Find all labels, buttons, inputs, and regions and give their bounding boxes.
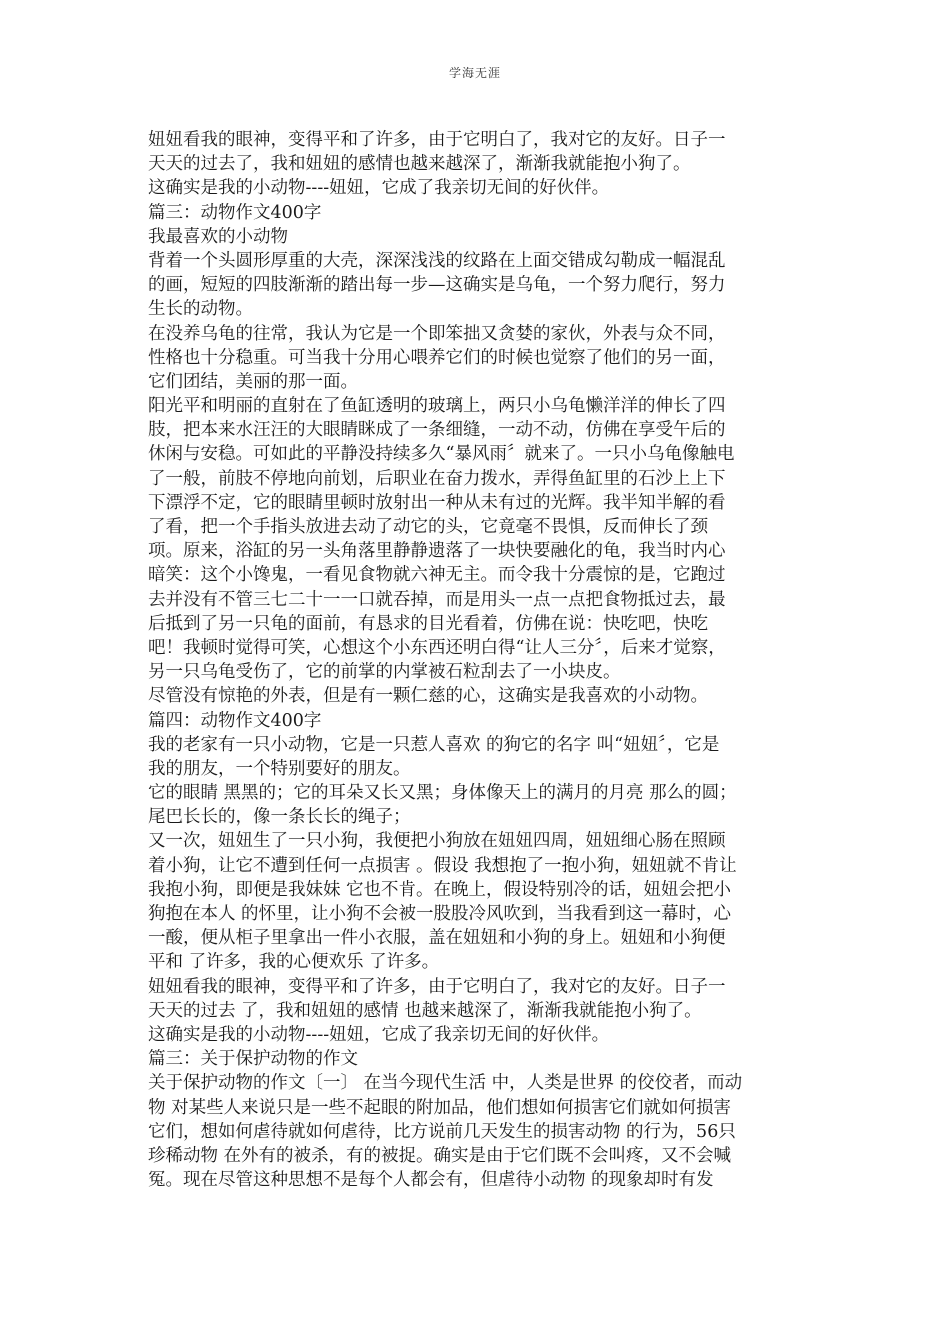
text-line: 它们团结，美丽的那一面。 bbox=[148, 371, 358, 392]
text-line: 尾巴长长的，像一条长长的绳子； bbox=[148, 807, 411, 828]
page-header: 学海无涯 bbox=[448, 66, 501, 80]
document-body bbox=[148, 128, 798, 1192]
text-line: 珍稀动物 在外有的被杀，有的被捉。确实是由于它们既不会叫疼，又不会喊 bbox=[148, 1145, 732, 1166]
text-line: 妞妞看我的眼神，变得平和了许多，由于它明白了，我对它的友好。日子一 bbox=[148, 130, 726, 150]
text-line: 阳光平和明丽的直射在了鱼缸透明的玻璃上，两只小乌龟懒洋洋的伸长了四 bbox=[148, 396, 726, 417]
text-line: 后抵到了另一只龟的面前，有恳求的目光看着，仿佛在说：快吃吧，快吃 bbox=[148, 613, 708, 634]
section-heading: 篇三：动物作文400字 bbox=[148, 202, 322, 223]
text-line: 在没养乌龟的往常，我认为它是一个即笨拙又贪婪的家伙，外表与众不同， bbox=[148, 323, 726, 344]
text-line: 天天的过去了，我和妞妞的感情也越来越深了，渐渐我就能抱小狗了。 bbox=[148, 154, 691, 175]
text-line: 狗抱在本人 的怀里，让小狗不会被一股股冷风吹到，当我看到这一幕时，心 bbox=[148, 904, 732, 924]
section-heading: 篇四：动物作文400字 bbox=[148, 710, 322, 731]
text-line: 休闲与安稳。可如此的平静没持续多久“暴风雨〞就来了。一只小乌龟像触电 bbox=[148, 444, 735, 465]
text-line: 这确实是我的小动物----妞妞，它成了我亲切无间的好伙伴。 bbox=[148, 178, 610, 199]
text-line: 物 对某些人来说只是一些不起眼的附加品，他们想如何损害它们就如何损害 bbox=[148, 1097, 732, 1118]
text-line: 了一般，前肢不停地向前划，后职业在奋力拨水，弄得鱼缸里的石沙上上下 bbox=[148, 468, 726, 489]
text-line: 关于保护动物的作文〔一〕 在当今现代生活 中，人类是世界 的佼佼者，而动 bbox=[148, 1073, 743, 1094]
section-heading: 篇三：关于保护动物的作文 bbox=[148, 1049, 358, 1070]
text-line: 又一次，妞妞生了一只小狗，我便把小狗放在妞妞四周，妞妞细心肠在照顾 bbox=[148, 831, 726, 852]
text-line: 了看，把一个手指头放进去动了动它的头，它竟毫不畏惧，反而伸长了颈 bbox=[148, 517, 708, 537]
text-line: 性格也十分稳重。可当我十分用心喂养它们的时候也觉察了他们的另一面， bbox=[148, 347, 726, 368]
text-line: 我的老家有一只小动物，它是一只惹人喜欢 的狗它的名字 叫“妞妞〞，它是 bbox=[148, 734, 720, 755]
text-line: 另一只乌龟受伤了，它的前掌的内掌被石粒刮去了一小块皮。 bbox=[148, 662, 621, 683]
text-line: 的画，短短的四肢渐渐的踏出每一步—这确实是乌龟，一个努力爬行，努力 bbox=[148, 275, 726, 296]
text-line: 生长的动物。 bbox=[148, 299, 253, 320]
text-line: 冤。现在尽管这种思想不是每个人都会有，但虐待小动物 的现象却时有发 bbox=[148, 1170, 714, 1191]
text-line: 天天的过去 了，我和妞妞的感情 也越来越深了，渐渐我就能抱小狗了。 bbox=[148, 1000, 702, 1021]
essay-title: 我最喜欢的小动物 bbox=[148, 226, 288, 247]
text-line: 平和 了许多，我的心便欢乐 了许多。 bbox=[148, 952, 440, 973]
text-line: 着小狗，让它不遭到任何一点损害 。假设 我想抱了一抱小狗，妞妞就不肯让 bbox=[148, 855, 737, 876]
text-line: 肢，把本来水汪汪的大眼睛眯成了一条细缝，一动不动，仿佛在享受午后的 bbox=[148, 420, 726, 441]
text-line: 它们，想如何虐待就如何虐待，比方说前几天发生的损害动物 的行为，56只 bbox=[148, 1121, 736, 1142]
text-line: 项。原来，浴缸的另一头角落里静静遗落了一块快要融化的龟，我当时内心 bbox=[148, 541, 726, 562]
text-line: 暗笑：这个小馋鬼，一看见食物就六神无主。而令我十分震惊的是，它跑过 bbox=[148, 565, 726, 586]
text-line: 一酸，便从柜子里拿出一件小衣服，盖在妞妞和小狗的身上。妞妞和小狗便 bbox=[148, 928, 726, 949]
text-line: 尽管没有惊艳的外表，但是有一颗仁慈的心，这确实是我喜欢的小动物。 bbox=[148, 686, 708, 707]
text-line: 下漂浮不定，它的眼睛里顿时放射出一种从未有过的光辉。我半知半解的看 bbox=[148, 492, 726, 513]
text-line: 妞妞看我的眼神，变得平和了许多，由于它明白了，我对它的友好。日子一 bbox=[148, 976, 726, 997]
text-line: 我的朋友，一个特别要好的朋友。 bbox=[148, 758, 411, 779]
text-line: 去并没有不管三七二十一一口就吞掉，而是用头一点一点把食物抵过去，最 bbox=[148, 589, 726, 610]
text-line: 这确实是我的小动物----妞妞，它成了我亲切无间的好伙伴。 bbox=[148, 1024, 610, 1045]
text-line: 背着一个头圆形厚重的大壳，深深浅浅的纹路在上面交错成勾勒成一幅混乱 bbox=[148, 250, 726, 271]
text-line: 我抱小狗，即便是我妹妹 它也不肯。在晚上，假设特别冷的话，妞妞会把小 bbox=[148, 879, 732, 900]
text-line: 吧！我顿时觉得可笑，心想这个小东西还明白得“让人三分〞，后来才觉察， bbox=[148, 637, 726, 658]
text-line: 它的眼睛 黑黑的；它的耳朵又长又黑；身体像天上的满月的月亮 那么的圆； bbox=[148, 783, 737, 804]
